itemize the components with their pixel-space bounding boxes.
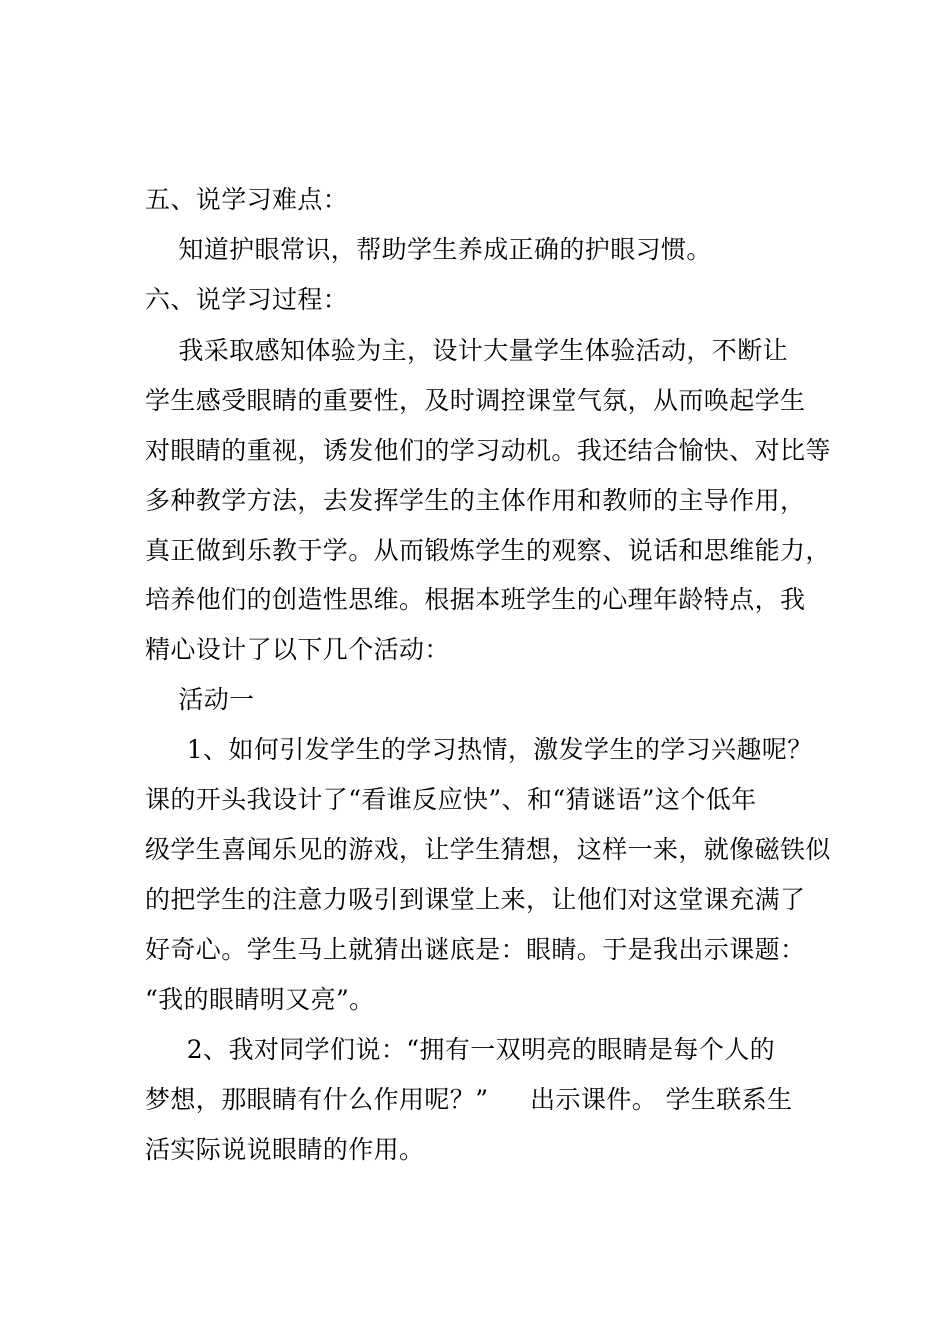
paragraph-line: 对眼睛的重视，诱发他们的学习动机。我还结合愉快、对比等 <box>145 436 831 465</box>
paragraph-line: 好奇心。学生马上就猜出谜底是：眼睛。于是我出示课题： <box>145 935 806 964</box>
heading-process: 六、说学习过程： <box>145 285 349 314</box>
paragraph-line: 活实际说说眼睛的作用。 <box>145 1135 425 1164</box>
paragraph-line: 精心设计了以下几个活动： <box>145 635 450 664</box>
paragraph-line: 2、我对同学们说：“拥有一双明亮的眼睛是每个人的 <box>145 1035 776 1064</box>
paragraph-line: 的把学生的注意力吸引到课堂上来，让他们对这堂课充满了 <box>145 885 806 914</box>
paragraph-line: 真正做到乐教于学。从而锻炼学生的观察、说话和思维能力， <box>145 536 831 565</box>
paragraph-line: 知道护眼常识，帮助学生养成正确的护眼习惯。 <box>145 235 712 264</box>
paragraph-line: 学生感受眼睛的重要性，及时调控课堂气氛，从而唤起学生 <box>145 386 806 415</box>
activity-title: 活动一 <box>145 685 255 714</box>
paragraph-line: 课的开头我设计了“看谁反应快”、和“猜谜语”这个低年 <box>145 785 757 814</box>
paragraph-line: 级学生喜闻乐见的游戏，让学生猜想，这样一来，就像磁铁似 <box>145 835 831 864</box>
paragraph-line: 培养他们的创造性思维。根据本班学生的心理年龄特点，我 <box>145 585 806 614</box>
paragraph-line: 1、如何引发学生的学习热情，激发学生的学习兴趣呢？ <box>145 735 813 764</box>
paragraph-line: 梦想，那眼睛有什么作用呢？” 出示课件。 学生联系生 <box>145 1085 793 1114</box>
heading-difficulty: 五、说学习难点： <box>145 185 349 214</box>
paragraph-line: “我的眼睛明又亮”。 <box>145 985 375 1014</box>
paragraph-line: 我采取感知体验为主，设计大量学生体验活动，不断让 <box>145 336 788 365</box>
paragraph-line: 多种教学方法，去发挥学生的主体作用和教师的主导作用， <box>145 486 806 515</box>
